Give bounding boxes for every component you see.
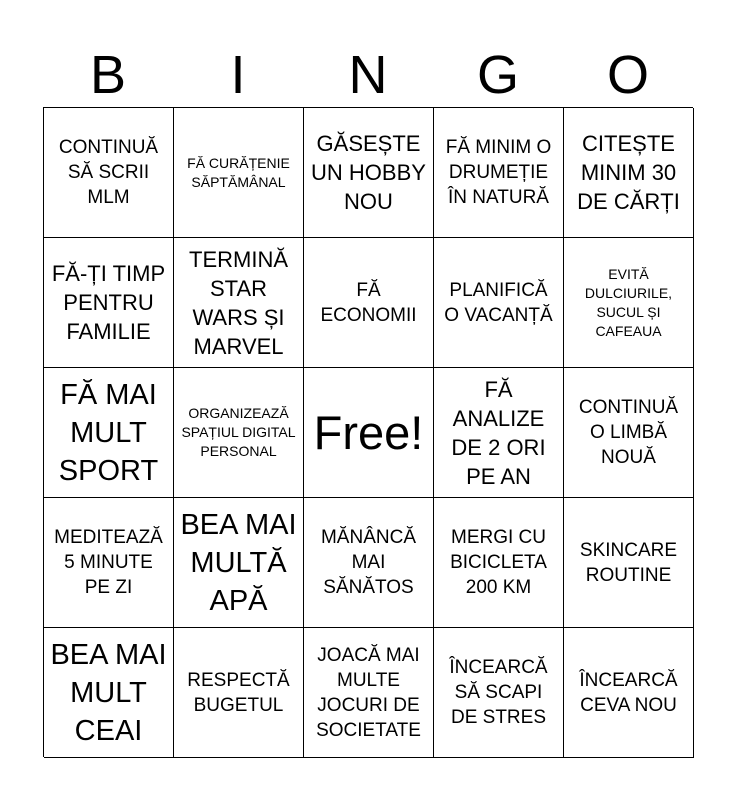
bingo-cell[interactable]: ÎNCEARCĂ CEVA NOU bbox=[564, 628, 694, 758]
header-letter-b: B bbox=[89, 45, 127, 105]
header-letter-i: I bbox=[230, 45, 246, 105]
bingo-cell[interactable]: TERMINĂ STAR WARS ȘI MARVEL bbox=[174, 238, 304, 368]
bingo-header bbox=[43, 42, 693, 108]
bingo-cell[interactable]: FĂ CURĂȚENIE SĂPTĂMÂNAL bbox=[174, 108, 304, 238]
bingo-cell[interactable]: CITEȘTE MINIM 30 DE CĂRȚI bbox=[564, 108, 694, 238]
bingo-cell[interactable]: FĂ MAI MULT SPORT bbox=[44, 368, 174, 498]
bingo-cell[interactable]: PLANIFICĂ O VACANȚĂ bbox=[434, 238, 564, 368]
bingo-cell[interactable]: CONTINUĂ O LIMBĂ NOUĂ bbox=[564, 368, 694, 498]
header-letter-n: N bbox=[348, 45, 388, 105]
bingo-grid bbox=[43, 107, 693, 757]
bingo-cell[interactable]: RESPECTĂ BUGETUL bbox=[174, 628, 304, 758]
bingo-cell[interactable]: ORGANIZEAZĂ SPAȚIUL DIGITAL PERSONAL bbox=[174, 368, 304, 498]
header-letter-g: G bbox=[476, 45, 519, 105]
bingo-cell[interactable]: EVITĂ DULCIURILE, SUCUL ȘI CAFEAUA bbox=[564, 238, 694, 368]
bingo-cell[interactable]: BEA MAI MULTĂ APĂ bbox=[174, 498, 304, 628]
bingo-cell[interactable]: ÎNCEARCĂ SĂ SCAPI DE STRES bbox=[434, 628, 564, 758]
bingo-cell[interactable]: GĂSEȘTE UN HOBBY NOU bbox=[304, 108, 434, 238]
bingo-cell[interactable]: MERGI CU BICICLETA 200 KM bbox=[434, 498, 564, 628]
bingo-cell[interactable]: FĂ-ȚI TIMP PENTRU FAMILIE bbox=[44, 238, 174, 368]
bingo-cell[interactable]: FĂ ANALIZE DE 2 ORI PE AN bbox=[434, 368, 564, 498]
bingo-cell[interactable]: BEA MAI MULT CEAI bbox=[44, 628, 174, 758]
bingo-cell[interactable]: FĂ MINIM O DRUMEȚIE ÎN NATURĂ bbox=[434, 108, 564, 238]
header-letter-o: O bbox=[606, 45, 649, 105]
free-cell[interactable]: Free! bbox=[304, 368, 434, 498]
bingo-cell[interactable]: JOACĂ MAI MULTE JOCURI DE SOCIETATE bbox=[304, 628, 434, 758]
bingo-cell[interactable]: MĂNÂNCĂ MAI SĂNĂTOS bbox=[304, 498, 434, 628]
bingo-cell[interactable]: MEDITEAZĂ 5 MINUTE PE ZI bbox=[44, 498, 174, 628]
bingo-cell[interactable]: FĂ ECONOMII bbox=[304, 238, 434, 368]
bingo-cell[interactable]: SKINCARE ROUTINE bbox=[564, 498, 694, 628]
bingo-cell[interactable]: CONTINUĂ SĂ SCRII MLM bbox=[44, 108, 174, 238]
